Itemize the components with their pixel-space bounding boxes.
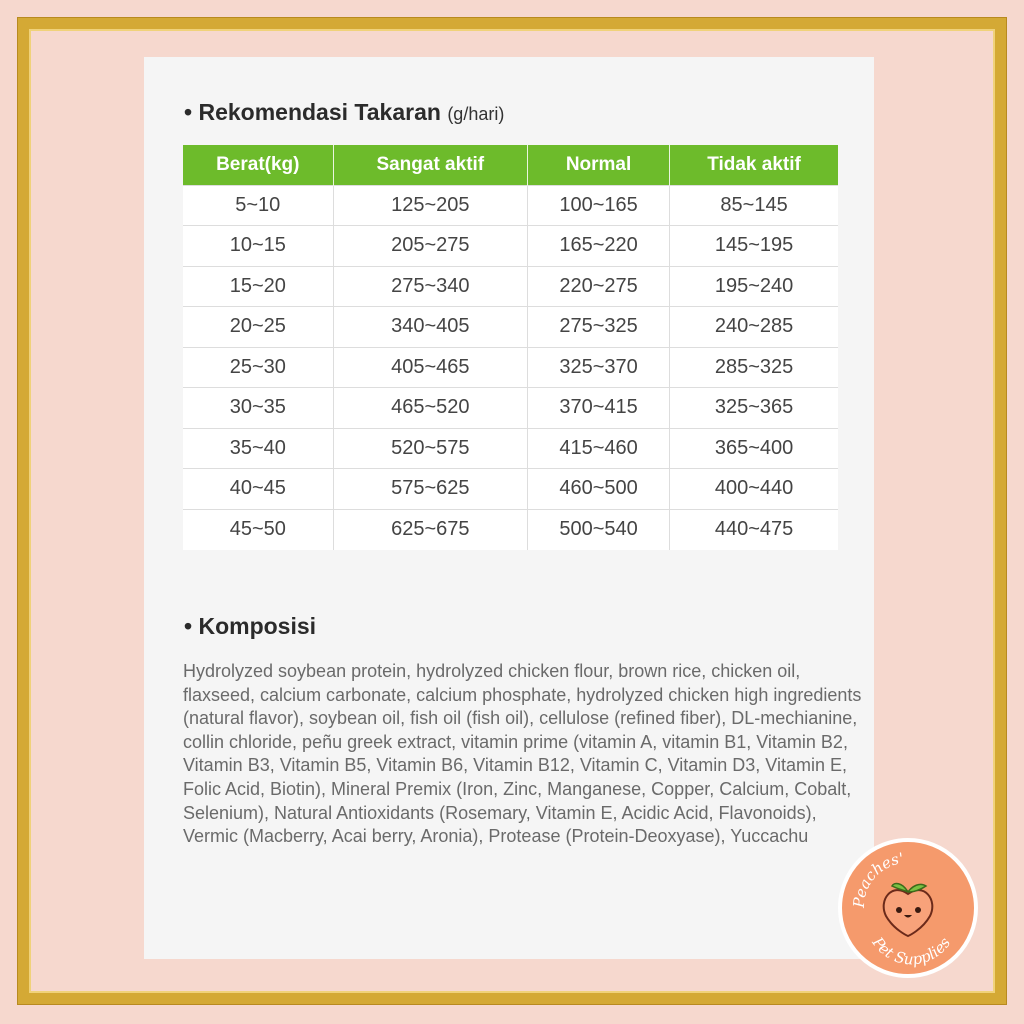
- svg-text:Peaches': Peaches': [849, 849, 905, 909]
- table-cell: 35~40: [183, 428, 333, 469]
- table-cell: 275~340: [333, 266, 527, 307]
- peaches-pet-supplies-logo: [838, 838, 978, 978]
- svg-text:Pet Supplies: Pet Supplies: [868, 933, 955, 969]
- column-header: Berat(kg): [183, 145, 333, 185]
- table-cell: 520~575: [333, 428, 527, 469]
- table-cell: 325~365: [670, 388, 838, 429]
- table-cell: 220~275: [528, 266, 670, 307]
- column-header: Normal: [528, 145, 670, 185]
- table-cell: 370~415: [528, 388, 670, 429]
- table-row: [183, 347, 838, 388]
- table-cell: 30~35: [183, 388, 333, 429]
- table-row: [183, 388, 838, 429]
- table-cell: 465~520: [333, 388, 527, 429]
- table-cell: 10~15: [183, 226, 333, 267]
- table-row: [183, 226, 838, 267]
- table-cell: 145~195: [670, 226, 838, 267]
- table-cell: 325~370: [528, 347, 670, 388]
- table-header: [183, 145, 838, 185]
- table-cell: 100~165: [528, 185, 670, 226]
- table-cell: 415~460: [528, 428, 670, 469]
- composition-text: Hydrolyzed soybean protein, hydrolyzed chicken flour, brown rice, chicken oil, flaxseed, calcium carbonate, calcium phosphate, hydrolyzed chicken high ingredients (natural flavor), soybean oil, fish oil (fish oil), cellulose (refined fiber), DL-mechianine, collin chloride, peñu greek extract, vitamin prime (vitamin A, vitamin B1, Vitamin B2, Vitamin B3, Vitamin B5, Vitamin B6, Vitamin B12, Vitamin C, Vitamin D3, Vitamin E, Folic Acid, Biotin), Mineral Premix (Iron, Zinc, Manganese, Copper, Calcium, Cobalt, Selenium), Natural Antioxidants (Rosemary, Vitamin E, Acidic Acid, Flavonoids), Vermic (Macberry, Acai berry, Aronia), Protease (Protein-Deoxyase), Yuccachu: [183, 661, 862, 847]
- table-cell: 25~30: [183, 347, 333, 388]
- table-row: [183, 266, 838, 307]
- table-cell: 365~400: [670, 428, 838, 469]
- table-cell: 205~275: [333, 226, 527, 267]
- table-cell: 195~240: [670, 266, 838, 307]
- table-cell: 40~45: [183, 469, 333, 510]
- column-header: Sangat aktif: [333, 145, 527, 185]
- table-cell: 85~145: [670, 185, 838, 226]
- column-header: Tidak aktif: [670, 145, 838, 185]
- table-row: [183, 509, 838, 550]
- composition-heading: • Komposisi: [184, 613, 317, 639]
- dosage-title: Rekomendasi Takaran: [198, 99, 441, 125]
- table-cell: 275~325: [528, 307, 670, 348]
- table-cell: 405~465: [333, 347, 527, 388]
- table-cell: 15~20: [183, 266, 333, 307]
- content-panel: [144, 57, 874, 959]
- table-row: [183, 428, 838, 469]
- table-cell: 5~10: [183, 185, 333, 226]
- dosage-table: [183, 145, 838, 550]
- table-cell: 285~325: [670, 347, 838, 388]
- table-cell: 625~675: [333, 509, 527, 550]
- table-cell: 240~285: [670, 307, 838, 348]
- table-cell: 440~475: [670, 509, 838, 550]
- composition-title: Komposisi: [198, 613, 317, 639]
- table-cell: 165~220: [528, 226, 670, 267]
- dosage-unit: (g/hari): [447, 104, 505, 124]
- table-cell: 460~500: [528, 469, 670, 510]
- table-row: [183, 307, 838, 348]
- table-cell: 575~625: [333, 469, 527, 510]
- dosage-heading: • Rekomendasi Takaran (g/hari): [184, 99, 505, 125]
- table-cell: 400~440: [670, 469, 838, 510]
- table-cell: 500~540: [528, 509, 670, 550]
- table-cell: 45~50: [183, 509, 333, 550]
- table-row: [183, 469, 838, 510]
- table-cell: 125~205: [333, 185, 527, 226]
- table-cell: 340~405: [333, 307, 527, 348]
- table-row: [183, 185, 838, 226]
- table-cell: 20~25: [183, 307, 333, 348]
